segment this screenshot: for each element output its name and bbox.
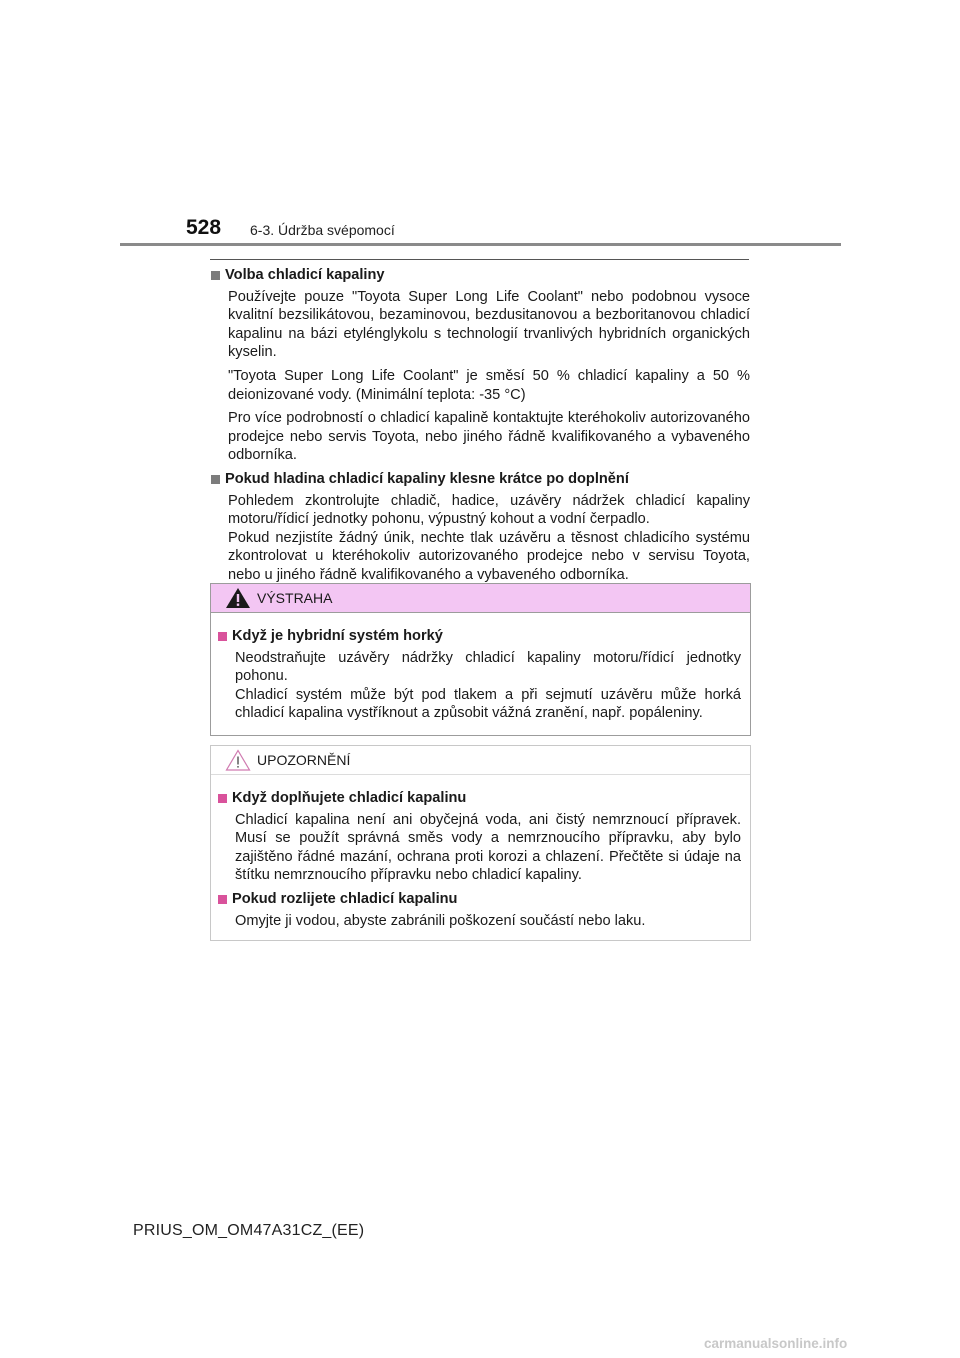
notice-box-title: UPOZORNĚNÍ [257, 752, 351, 768]
section-coolant-level-drop [210, 470, 750, 585]
paragraph: Pokud nezjistíte žádný únik, nechte tlak uzávěru a těsnost chladicího systému zkontrolovat u kteréhokoliv autorizovaného prodejce nebo v servisu Toyota, nebo u jiného řádně kvalifikovaného a vybaveného odborníka. [228, 529, 750, 583]
warning-triangle-icon [225, 587, 251, 609]
section-heading-text: Volba chladicí kapaliny [225, 267, 385, 283]
warning-box-header [211, 584, 750, 613]
warning-item-heading [217, 627, 741, 646]
square-bullet-icon [211, 271, 220, 280]
paragraph: Používejte pouze "Toyota Super Long Life Coolant" nebo podobnou vysoce kvalitní bezsilikátovou, bezaminovou, bezdusitanovou a bezboritanovou chladicí kapalinu na bázi etylénglykolu s technologií trvanlivých hybridních organických kyselin. [228, 288, 750, 361]
section-heading [210, 470, 750, 489]
square-bullet-icon [211, 475, 220, 484]
section-heading-text: Pokud hladina chladicí kapaliny klesne krátce po doplnění [225, 470, 629, 487]
warning-box-body [211, 613, 750, 723]
warning-item-heading-text: Když je hybridní systém horký [232, 628, 443, 644]
page-number: 528 [186, 216, 222, 239]
notice-box [210, 745, 751, 941]
square-bullet-icon [218, 794, 227, 803]
square-bullet-icon [218, 632, 227, 641]
square-bullet-icon [218, 895, 227, 904]
notice-item-heading-text: Když doplňujete chladicí kapalinu [232, 790, 467, 806]
notice-item-heading-text: Pokud rozlijete chladicí kapalinu [232, 890, 458, 907]
warning-box [210, 583, 751, 736]
warning-box-title: VÝSTRAHA [257, 590, 333, 606]
notice-item-heading [217, 789, 741, 808]
notice-item-heading [217, 890, 741, 909]
caution-triangle-outline-icon [225, 749, 251, 771]
paragraph: "Toyota Super Long Life Coolant" je směsí 50 % chladicí kapaliny a 50 % deionizované vody. (Minimální teplota: -35 °C) [228, 367, 750, 403]
notice-box-header [211, 746, 750, 775]
document-code: PRIUS_OM_OM47A31CZ_(EE) [133, 1222, 365, 1239]
main-content [210, 266, 750, 585]
paragraph: Pro více podrobností o chladicí kapalině kontaktujte kteréhokoliv autorizovaného prodejce nebo servis Toyota, nebo jiného řádně kvalifikovaného a vybaveného odborníka. [228, 410, 750, 464]
paragraph: Chladicí kapalina není ani obyčejná voda, ani čistý nemrznoucí přípravek. Musí se použít správná směs vody a nemrznoucího přípravku, aby bylo zajištěno řádné mazání, ochrana proti korozi a chlazení. Přečtěte si údaje na štítku nemrznoucího přípravku nebo chladicí kapaliny. [235, 811, 741, 884]
paragraph: Neodstraňujte uzávěry nádržky chladicí kapaliny motoru/řídicí jednotky pohonu. [235, 649, 741, 685]
watermark: carmanualsonline.info [704, 1336, 848, 1351]
header-rule [120, 243, 841, 246]
paragraph: Chladicí systém může být pod tlakem a při sejmutí uzávěru může horká chladicí kapalina vystříknout a způsobit vážná zranění, např. popáleniny. [235, 686, 741, 722]
section-heading [210, 266, 750, 285]
paragraph: Pohledem zkontrolujte chladič, hadice, uzávěry nádržek chladicí kapaliny motoru/řídicí jednotky pohonu, výpustný kohout a vodní čerpadlo. [228, 492, 750, 528]
page-header [0, 0, 960, 250]
notice-box-body [211, 775, 750, 930]
section-coolant-choice [210, 266, 750, 465]
paragraph: Omyjte ji vodou, abyste zabránili poškození součástí nebo laku. [235, 912, 646, 929]
content-top-rule [210, 259, 749, 260]
section-title: 6-3. Údržba svépomocí [250, 222, 395, 238]
